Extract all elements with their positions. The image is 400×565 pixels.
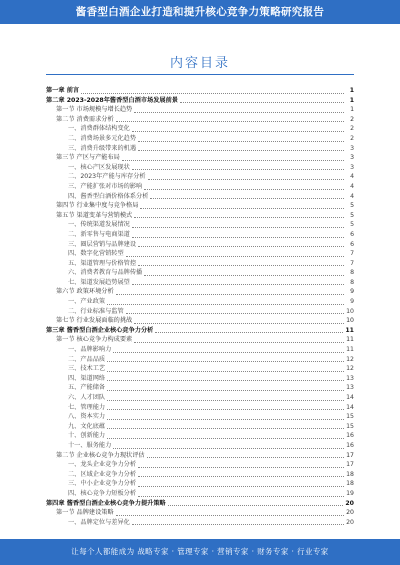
toc-entry[interactable] <box>46 441 354 451</box>
toc-dot-leader <box>138 476 344 477</box>
toc-dot-leader <box>107 390 344 391</box>
toc-entry[interactable] <box>46 278 354 288</box>
report-title: 酱香型白酒企业打造和提升核心竞争力策略研究报告 <box>75 6 325 18</box>
toc-entry[interactable] <box>46 451 354 461</box>
toc-entry-page-number: 1 <box>349 87 354 94</box>
toc-entry[interactable] <box>46 364 354 374</box>
toc-dot-leader <box>107 380 344 381</box>
toc-entry[interactable] <box>46 201 354 211</box>
toc-entry-label: 三、消费升级带来的机遇 <box>68 144 137 152</box>
toc-title: 内容目录 <box>169 56 230 71</box>
toc-entry-label: 第二章 2023-2028年酱香型白酒市场发展前景 <box>46 96 178 104</box>
toc-dot-leader <box>147 457 344 458</box>
toc-entry-page-number: 4 <box>350 192 354 200</box>
toc-dot-leader <box>134 217 344 218</box>
toc-entry[interactable] <box>46 230 354 240</box>
toc-dot-leader <box>107 400 344 401</box>
toc-entry-page-number: 11 <box>346 336 354 344</box>
toc-dot-leader <box>116 515 344 516</box>
toc-entry[interactable] <box>46 393 354 403</box>
toc-dot-leader <box>81 93 344 94</box>
toc-entry[interactable] <box>46 422 354 432</box>
toc-entry-label: 三、圈层营销与品牌建设 <box>68 240 137 248</box>
toc-entry-page-number: 5 <box>350 202 354 210</box>
toc-entry[interactable] <box>46 345 354 355</box>
toc-entry[interactable] <box>46 355 354 365</box>
toc-entry[interactable] <box>46 153 354 163</box>
toc-entry[interactable] <box>46 479 354 489</box>
toc-entry-label: 一、龙头企业竞争力分析 <box>68 461 137 469</box>
toc-entry-page-number: 1 <box>350 106 354 114</box>
toc-entry-label: 四、核心竞争力短板分析 <box>68 489 137 497</box>
toc-entry-page-number: 8 <box>350 269 354 277</box>
toc-entry-page-number: 20 <box>346 518 354 526</box>
toc-dot-leader <box>144 189 344 190</box>
toc-entry-label: 一、核心产区发展现状 <box>68 163 130 171</box>
toc-entry[interactable] <box>46 460 354 470</box>
toc-entry-label: 二、消费场景多元化趋势 <box>68 134 137 142</box>
toc-entry-label: 第四节 行业集中度与竞争格局 <box>56 202 139 210</box>
toc-dot-leader <box>113 352 344 353</box>
toc-dot-leader <box>138 265 344 266</box>
toc-entry[interactable] <box>46 403 354 413</box>
toc-entry-label: 一、品牌影响力 <box>68 346 112 354</box>
toc-entry-label: 第二节 企业核心竞争力现状评估 <box>56 451 145 459</box>
toc-dot-leader <box>113 448 344 449</box>
toc-entry-page-number: 16 <box>346 432 354 440</box>
toc-entry[interactable] <box>46 163 354 173</box>
toc-entry-label: 二、产品品质 <box>68 355 106 363</box>
toc-entry-page-number: 18 <box>346 480 354 488</box>
toc-entry-label: 第六节 政策环境分析 <box>56 288 114 296</box>
toc-dot-leader <box>122 160 344 161</box>
toc-dot-leader <box>132 227 344 228</box>
toc-dot-leader <box>144 275 344 276</box>
toc-entry-page-number: 4 <box>350 182 354 190</box>
toc-entry[interactable] <box>46 287 354 297</box>
toc-entry-label: 七、管理能力 <box>68 403 106 411</box>
toc-entry-label: 四、渠道网络 <box>68 374 106 382</box>
toc-dot-leader <box>138 486 344 487</box>
toc-entry[interactable] <box>46 259 354 269</box>
toc-entry[interactable] <box>46 268 354 278</box>
toc-entry[interactable] <box>46 412 354 422</box>
toc-entry-label: 三、产能扩张对市场的影响 <box>68 182 143 190</box>
toc-entry-page-number: 5 <box>350 221 354 229</box>
toc-entry-page-number: 19 <box>346 489 354 497</box>
toc-entry-label: 六、消费者教育与品牌传播 <box>68 269 143 277</box>
toc-entry[interactable] <box>46 470 354 480</box>
toc-entry[interactable] <box>46 211 354 221</box>
toc-dot-leader <box>150 198 344 199</box>
toc-dot-leader <box>126 313 344 314</box>
toc-dot-leader <box>116 121 344 122</box>
toc-entry-label: 第三节 产区与产能布局 <box>56 154 120 162</box>
toc-entry[interactable] <box>46 316 354 326</box>
toc-entry-label: 三、中小企业竞争力分析 <box>68 480 137 488</box>
toc-entry-label: 四、酱香型白酒价格体系分析 <box>68 192 149 200</box>
toc-entry-label: 十、创新能力 <box>68 432 106 440</box>
toc-entry-page-number: 9 <box>350 298 354 306</box>
toc-entry-label: 一、品牌定位与差异化 <box>68 518 130 526</box>
toc-dot-leader <box>155 332 343 333</box>
toc-entry-page-number: 11 <box>346 346 354 354</box>
toc-dot-leader <box>107 361 344 362</box>
toc-entry-label: 第一节 核心竞争力构成要素 <box>56 336 133 344</box>
toc-entry-page-number: 2 <box>350 134 354 142</box>
toc-entry[interactable] <box>46 105 354 115</box>
toc-entry-label: 第一节 品牌建设策略 <box>56 509 114 517</box>
toc-entry-label: 二、2023年产能与库存分析 <box>68 173 146 181</box>
toc-dot-leader <box>134 112 344 113</box>
toc-entry-page-number: 7 <box>350 250 354 258</box>
toc-entry-label: 六、人才团队 <box>68 394 106 401</box>
toc-entry-page-number: 12 <box>346 355 354 363</box>
toc-entry[interactable] <box>46 192 354 202</box>
toc-entry-label: 五、产能储备 <box>68 384 106 392</box>
toc-entry[interactable] <box>46 326 354 336</box>
toc-divider <box>46 74 354 75</box>
toc-entry-page-number: 3 <box>350 154 354 162</box>
toc-entry-label: 第四章 酱香型白酒企业核心竞争力提升策略 <box>46 499 166 507</box>
toc-dot-leader <box>138 246 344 247</box>
toc-entry-label: 十一、服务能力 <box>68 441 112 449</box>
toc-dot-leader <box>168 505 344 506</box>
toc-entry-page-number: 13 <box>346 374 354 382</box>
toc-entry-label: 五、渠道管理与价格管控 <box>68 259 137 267</box>
toc-entry-label: 一、产业政策 <box>68 298 106 306</box>
toc-entry[interactable] <box>46 297 354 307</box>
toc-dot-leader <box>107 419 344 420</box>
toc-entry-page-number: 20 <box>346 509 354 517</box>
toc-dot-leader <box>180 102 344 103</box>
toc-entry-page-number: 14 <box>346 394 354 401</box>
toc-entry-page-number: 11 <box>345 326 354 334</box>
toc-entry[interactable] <box>46 240 354 250</box>
toc-entry-page-number: 15 <box>346 413 354 421</box>
toc-entry[interactable] <box>46 144 354 154</box>
toc-entry-label: 七、渠道发展趋势展望 <box>68 278 130 286</box>
toc-entry-page-number: 16 <box>346 441 354 449</box>
toc-entry-label: 二、新零售与电商渠道 <box>68 230 130 238</box>
toc-list <box>46 86 354 527</box>
toc-entry-page-number: 13 <box>346 384 354 392</box>
toc-entry-label: 八、资本实力 <box>68 413 106 421</box>
toc-dot-leader <box>107 304 344 305</box>
toc-entry[interactable] <box>46 86 354 96</box>
toc-entry[interactable] <box>46 383 354 393</box>
toc-dot-leader <box>148 179 344 180</box>
toc-entry[interactable] <box>46 124 354 134</box>
toc-entry[interactable] <box>46 249 354 259</box>
toc-entry[interactable] <box>46 96 354 106</box>
toc-entry-page-number: 9 <box>350 288 354 296</box>
toc-dot-leader <box>107 371 344 372</box>
toc-entry-page-number: 14 <box>346 403 354 411</box>
toc-entry-page-number: 10 <box>346 317 354 325</box>
toc-dot-leader <box>126 256 344 257</box>
toc-entry-label: 二、行业标准与监管 <box>68 307 124 315</box>
toc-entry[interactable] <box>46 115 354 125</box>
toc-entry-page-number: 3 <box>350 144 354 152</box>
toc-entry-page-number: 17 <box>346 461 354 469</box>
toc-entry-page-number: 15 <box>346 422 354 430</box>
toc-entry[interactable] <box>46 307 354 317</box>
toc-dot-leader <box>107 428 344 429</box>
toc-entry-page-number: 20 <box>345 499 354 507</box>
toc-dot-leader <box>132 284 344 285</box>
toc-dot-leader <box>140 208 344 209</box>
toc-entry[interactable] <box>46 182 354 192</box>
toc-entry-label: 第七节 行业发展面临的挑战 <box>56 317 133 325</box>
toc-entry-page-number: 12 <box>346 365 354 373</box>
toc-dot-leader <box>132 524 344 525</box>
toc-entry-label: 二、区域企业竞争力分析 <box>68 470 137 478</box>
toc-entry-label: 第一节 市场规模与增长趋势 <box>56 106 133 114</box>
footer-slogan: 让每个人都能成为 战略专家 · 管理专家 · 营销专家 · 财务专家 · 行业专家 <box>71 547 329 556</box>
toc-entry-label: 四、数字化营销转型 <box>68 250 124 258</box>
toc-dot-leader <box>132 169 344 170</box>
toc-entry-label: 一、传统渠道发展情况 <box>68 221 130 229</box>
toc-entry-label: 九、文化底蕴 <box>68 422 106 430</box>
toc-entry[interactable] <box>46 172 354 182</box>
toc-dot-leader <box>134 323 344 324</box>
toc-entry-page-number: 1 <box>349 96 354 104</box>
toc-entry[interactable] <box>46 508 354 518</box>
toc-entry-page-number: 17 <box>346 451 354 459</box>
toc-entry-page-number: 2 <box>350 125 354 133</box>
toc-entry-label: 第五节 渠道变革与营销模式 <box>56 211 133 219</box>
toc-entry-page-number: 6 <box>350 240 354 248</box>
toc-dot-leader <box>116 294 344 295</box>
toc-entry-page-number: 10 <box>346 307 354 315</box>
toc-dot-leader <box>138 467 344 468</box>
toc-dot-leader <box>134 342 344 343</box>
toc-entry[interactable] <box>46 489 354 499</box>
toc-entry-page-number: 3 <box>350 163 354 171</box>
toc-entry-page-number: 7 <box>350 259 354 267</box>
toc-entry-page-number: 6 <box>350 230 354 238</box>
toc-entry-page-number: 4 <box>350 173 354 181</box>
toc-entry-label: 第二节 消费需求分析 <box>56 115 114 123</box>
toc-entry-label: 第三章 酱香型白酒企业核心竞争力分析 <box>46 326 154 334</box>
toc-entry[interactable] <box>46 431 354 441</box>
toc-entry-page-number: 2 <box>350 115 354 123</box>
toc-entry-label: 一、消费群体结构变化 <box>68 125 130 133</box>
toc-dot-leader <box>132 131 344 132</box>
toc-entry[interactable] <box>46 335 354 345</box>
toc-entry-label: 三、技术工艺 <box>68 365 106 373</box>
toc-entry-page-number: 5 <box>350 211 354 219</box>
toc-entry-page-number: 8 <box>350 278 354 286</box>
toc-entry[interactable] <box>46 518 354 528</box>
toc-dot-leader <box>132 237 344 238</box>
toc-entry-label: 第一章 前言 <box>46 87 80 94</box>
toc-dot-leader <box>107 409 344 410</box>
toc-entry[interactable] <box>46 499 354 509</box>
toc-entry-page-number: 18 <box>346 470 354 478</box>
toc-entry[interactable] <box>46 220 354 230</box>
toc-entry[interactable] <box>46 134 354 144</box>
toc-dot-leader <box>138 141 344 142</box>
toc-entry[interactable] <box>46 374 354 384</box>
toc-dot-leader <box>138 150 344 151</box>
toc-dot-leader <box>138 496 344 497</box>
toc-dot-leader <box>107 438 344 439</box>
